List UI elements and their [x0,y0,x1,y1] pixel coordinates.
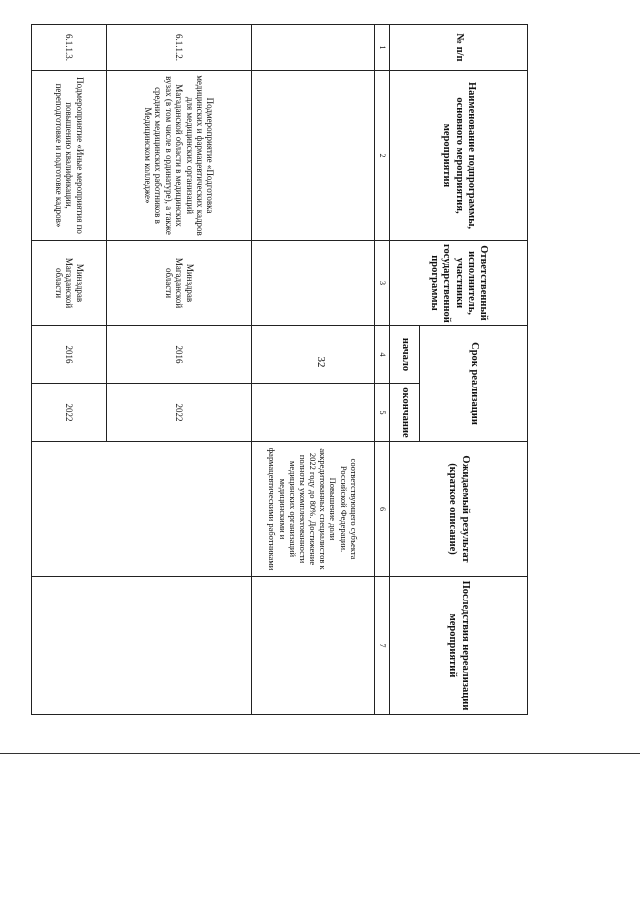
col-number: 4 [375,326,390,384]
col-number: 6 [375,442,390,577]
column-number-row [375,25,390,715]
header-name: Наименование подпрограммы, основного мероприятия, мероприятия [390,71,528,241]
row-name: Подмероприятие «Подготовка медицинских и фармацевтических кадров для медицинских организаций Магаданской области в медицинских вузах (в том числе в ординатуре), а также средних медицинских работников в Медицинском колледже» [107,71,252,241]
measures-table [31,24,528,715]
empty-cell [252,384,375,442]
col-number: 2 [375,71,390,241]
rotated-table-wrapper [53,24,528,714]
empty-cell [252,71,375,241]
row-start: 2016 [32,326,107,384]
empty-cell [32,577,252,715]
row-number: 6.1.1.2. [107,25,252,71]
header-consequences: Последствия нереализации мероприятий [390,577,528,715]
col-number: 3 [375,241,390,326]
col-number: 7 [375,577,390,715]
header-end: окончание [390,384,420,442]
empty-cell [252,577,375,715]
col-number: 5 [375,384,390,442]
table-row [107,25,252,715]
empty-cell [252,326,375,384]
empty-cell [252,25,375,71]
header-term: Срок реализации [420,326,528,442]
row-number: 6.1.1.3. [32,25,107,71]
scan-divider-line [0,753,640,754]
page-number: 32 [315,356,327,368]
row-responsible: Минздрав Магаданской области [107,241,252,326]
col-number: 1 [375,25,390,71]
header-start: начало [390,326,420,384]
continuation-row [252,25,375,715]
row-start: 2016 [107,326,252,384]
row-end: 2022 [107,384,252,442]
header-result: Ожидаемый результат (краткое описание) [390,442,528,577]
result-text: соответствующего субъекта Российской Федерации. Повышение доли аккредитованных специалистов к 2022 году до 80%. Достижение полноты укомплектованности медицинских организаций медицинскими и фармацевтическими работниками [252,442,375,577]
header-responsible: Ответственный исполнитель, участники государственной программы [390,241,528,326]
empty-cell [252,241,375,326]
empty-cell [32,442,252,577]
header-num: № п/п [390,25,528,71]
row-end: 2022 [32,384,107,442]
row-responsible: Минздрав Магаданской области [32,241,107,326]
row-name: Подмероприятие «Иные мероприятия по повышению квалификации, переподготовке и подготовке кадров» [32,71,107,241]
